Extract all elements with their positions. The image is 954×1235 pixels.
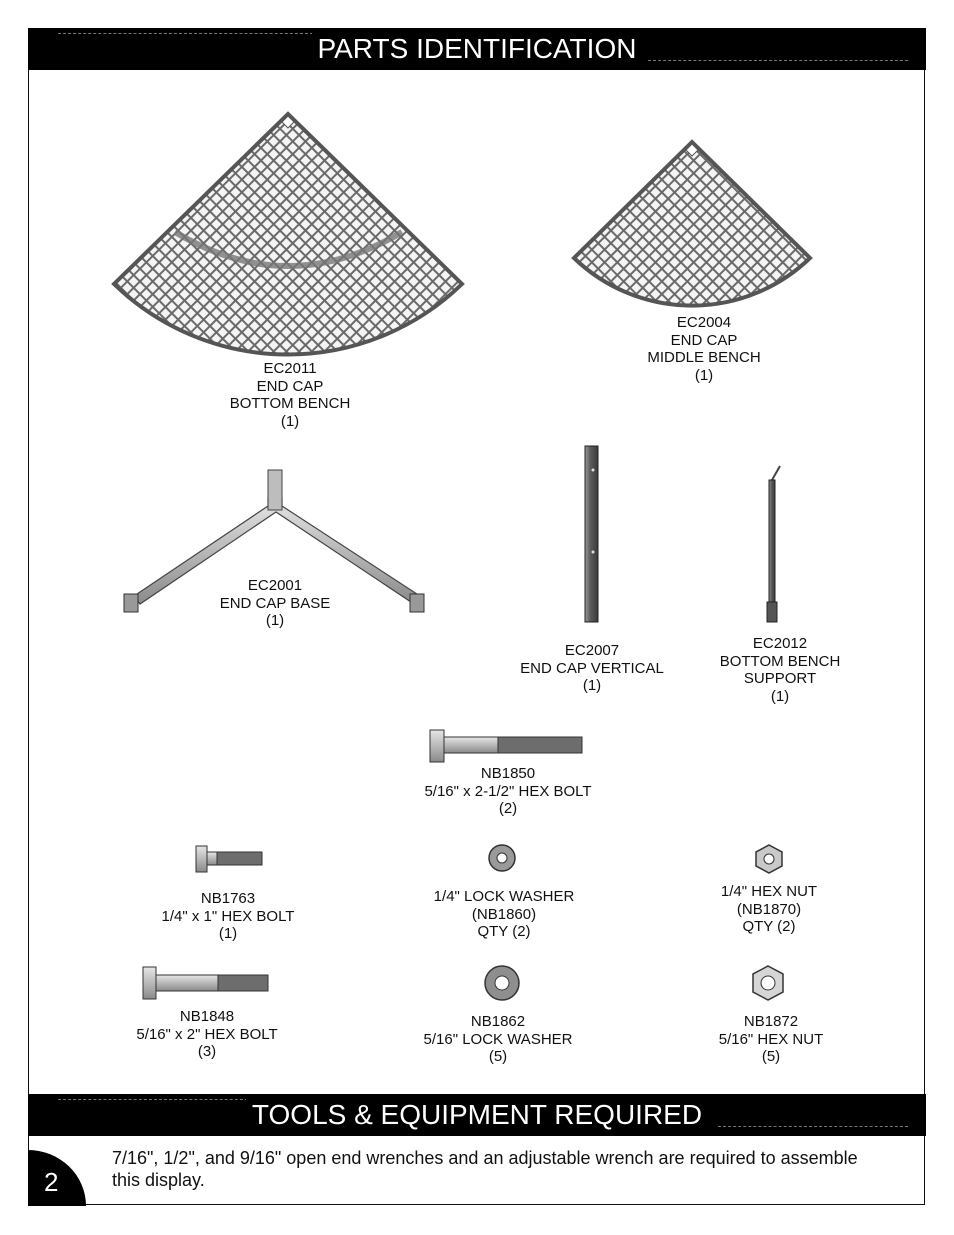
part-label-ec2004: EC2004 END CAP MIDDLE BENCH (1) xyxy=(647,314,761,384)
lock-washer-large-icon xyxy=(485,966,519,1000)
part-label-nb1870: 1/4" HEX NUT (NB1870) QTY (2) xyxy=(720,883,818,935)
part-label-nb1763: NB1763 1/4" x 1" HEX BOLT (1) xyxy=(161,890,295,942)
tools-description: 7/16", 1/2", and 9/16" open end wrenches and an adjustable wrench are required to assemble this display. xyxy=(112,1148,858,1190)
tools-banner xyxy=(28,1094,926,1136)
part-label-nb1850: NB1850 5/16" x 2-1/2" HEX BOLT (2) xyxy=(424,765,592,817)
square-tube-post-icon xyxy=(585,446,598,622)
mesh-quarter-panel-small-icon xyxy=(574,142,810,306)
part-label-ec2012: EC2012 BOTTOM BENCH SUPPORT (1) xyxy=(719,635,841,705)
hex-nut-large-icon xyxy=(753,966,783,1000)
part-label-ec2007: EC2007 END CAP VERTICAL (1) xyxy=(520,642,664,694)
part-label-ec2001: EC2001 END CAP BASE (1) xyxy=(219,577,331,629)
part-label-nb1860: 1/4" LOCK WASHER (NB1860) QTY (2) xyxy=(433,888,575,940)
part-label-nb1872: NB1872 5/16" HEX NUT (5) xyxy=(718,1013,824,1065)
page-title: PARTS IDENTIFICATION xyxy=(312,33,643,64)
hex-bolt-long-icon xyxy=(430,730,582,762)
page-number: 2 xyxy=(28,1150,86,1206)
mesh-quarter-panel-large-icon xyxy=(114,114,462,354)
hex-nut-small-icon xyxy=(756,845,782,873)
support-rod-icon xyxy=(767,466,780,622)
part-label-nb1862: NB1862 5/16" LOCK WASHER (5) xyxy=(423,1013,573,1065)
part-label-ec2011: EC2011 END CAP BOTTOM BENCH (1) xyxy=(229,360,351,430)
tools-title: TOOLS & EQUIPMENT REQUIRED xyxy=(246,1099,708,1130)
hex-bolt-small-icon xyxy=(196,846,262,872)
hex-bolt-medium-icon xyxy=(143,967,268,999)
lock-washer-small-icon xyxy=(489,845,515,871)
part-label-nb1848: NB1848 5/16" x 2" HEX BOLT (3) xyxy=(136,1008,278,1060)
